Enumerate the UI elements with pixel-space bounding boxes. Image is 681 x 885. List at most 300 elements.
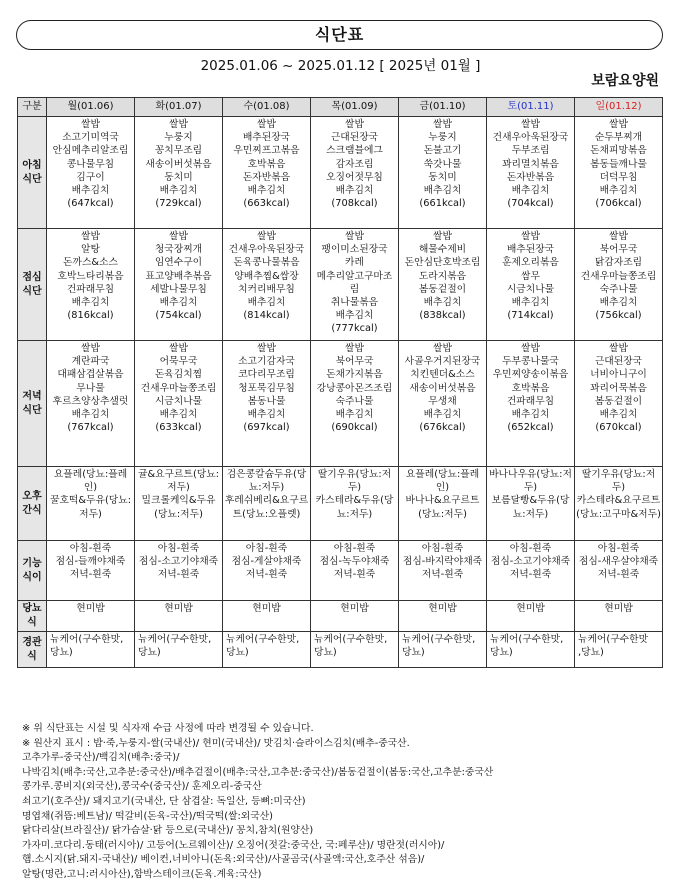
menu-item: 우민찌양송이볶음 — [492, 369, 569, 381]
menu-item: 뉴케어(구수한맛, — [50, 634, 124, 645]
menu-item: 봄동겉절이 — [418, 283, 467, 295]
menu-item: 북어무국 — [599, 244, 638, 256]
menu-item: 당뇨) — [50, 647, 73, 659]
menu-item: 소고기미역국 — [62, 132, 119, 144]
menu-cell — [575, 117, 663, 229]
menu-item: 메추리알고구마조림 — [316, 270, 393, 295]
menu-item: 무나물 — [76, 382, 105, 394]
menu-item: 배추된장국 — [242, 132, 291, 144]
menu-item: 쌀밥 — [345, 119, 364, 130]
menu-item: 쌀밥 — [521, 343, 540, 354]
menu-cell — [487, 229, 575, 341]
menu-cell — [487, 117, 575, 229]
menu-item: 배추김치 — [71, 185, 110, 197]
menu-item: 저녁-흰죽 — [597, 569, 640, 581]
menu-item: 배추김치 — [247, 185, 286, 197]
menu-item: 현미밥 — [516, 603, 545, 614]
menu-item: 감자조림 — [335, 158, 374, 170]
menu-item: 세발나물무침 — [150, 283, 207, 295]
menu-item: 돈육콩나물볶음 — [233, 257, 300, 269]
menu-cell — [223, 601, 311, 632]
menu-item: 근대된장국 — [594, 356, 643, 368]
menu-item: (708kcal) — [331, 198, 378, 210]
menu-cell — [223, 632, 311, 668]
menu-item: 쌀밥 — [433, 343, 452, 354]
menu-cell — [399, 601, 487, 632]
menu-item: 배추김치 — [599, 185, 638, 197]
menu-item: 쌀밥 — [345, 343, 364, 354]
day-header: 월(01.06) — [47, 98, 135, 117]
menu-item: 딸기우유(당뇨:저두) — [581, 469, 656, 494]
menu-item: 쌀밥 — [169, 343, 188, 354]
menu-item: 아침-흰죽 — [509, 543, 552, 554]
menu-item: 건파래무침 — [66, 283, 115, 295]
note-line: 알탕(명란,고니:러시아산),함박스테이크(돈육.계육:국산) — [22, 868, 262, 880]
menu-item: 근대된장국 — [330, 132, 379, 144]
menu-item: 배추김치 — [335, 185, 374, 197]
page-title: 식단표 — [16, 20, 663, 50]
menu-item: 계란파국 — [71, 356, 110, 368]
menu-item: 쌀밥 — [433, 119, 452, 130]
row-label-line: 식단 — [22, 285, 42, 297]
menu-item: 밀크롤케익&두유(당뇨:저두) — [141, 495, 216, 520]
row-label-line: 간식 — [22, 504, 42, 516]
menu-item: 배추김치 — [511, 409, 550, 421]
menu-cell — [223, 117, 311, 229]
menu-item: 쑥갓나물 — [423, 158, 462, 170]
menu-item: (754kcal) — [155, 310, 202, 322]
menu-item: 검은콩칼슘두유(당뇨:저두) — [226, 469, 307, 494]
menu-cell — [135, 117, 223, 229]
note-line: ※ 위 식단표는 시설 및 식자재 수급 사정에 따라 변경될 수 있습니다. — [22, 723, 314, 734]
menu-item: 호박볶음 — [511, 382, 550, 394]
menu-cell — [575, 341, 663, 467]
menu-item: 바나나&요구르트(당뇨:저두) — [405, 495, 480, 520]
menu-item: 쌀밥 — [81, 231, 100, 242]
menu-item: 배추된장국 — [506, 244, 555, 256]
menu-item: 당뇨) — [314, 647, 337, 659]
menu-item: 뉴케어(구수한맛, — [226, 634, 300, 645]
menu-item: (652kcal) — [507, 422, 554, 434]
menu-cell — [399, 632, 487, 668]
menu-item: 배추김치 — [247, 409, 286, 421]
menu-item: (756kcal) — [595, 310, 642, 322]
menu-item: 쌀밥 — [521, 119, 540, 130]
meal-row-broth — [18, 632, 663, 668]
menu-item: 현미밥 — [428, 603, 457, 614]
menu-item: 배추김치 — [159, 185, 198, 197]
menu-item: (661kcal) — [419, 198, 466, 210]
menu-item: 보름달빵&두유(당뇨:저두) — [491, 495, 570, 520]
menu-item: 현미밥 — [76, 603, 105, 614]
menu-item: (690kcal) — [331, 422, 378, 434]
menu-item: 쌀밥 — [257, 343, 276, 354]
menu-item: 배추김치 — [159, 297, 198, 309]
menu-item: 취나물볶음 — [330, 297, 379, 309]
menu-item: 누룽지 — [428, 132, 457, 144]
menu-item: 점심-새우살야채죽 — [578, 556, 659, 568]
menu-cell — [47, 467, 135, 541]
menu-item: 배추김치 — [511, 297, 550, 309]
menu-item: 현미밥 — [252, 603, 281, 614]
menu-item: (697kcal) — [243, 422, 290, 434]
menu-item: 누룽지 — [164, 132, 193, 144]
day-header: 토(01.11) — [487, 98, 575, 117]
menu-item: 당뇨) — [490, 647, 513, 659]
menu-item: 돈자반볶음 — [506, 171, 555, 183]
menu-item: 치킨텐더&소스 — [410, 369, 475, 381]
row-label-line: 오후 — [22, 490, 42, 502]
menu-item: 저녁-흰죽 — [333, 569, 376, 581]
row-label — [18, 632, 47, 668]
menu-cell — [575, 601, 663, 632]
row-label-line: 식 — [27, 650, 37, 662]
menu-item: 점심-녹두야채죽 — [319, 556, 390, 568]
note-line: 쇠고기(호주산)/ 돼지고기(국내산, 단 삼겹살: 독일산, 등뼈:미국산) — [22, 795, 306, 807]
menu-item: 돈채가지볶음 — [326, 369, 383, 381]
menu-item: 건새우마늘쫑조림 — [580, 270, 657, 282]
menu-item: 숙주나물 — [335, 395, 374, 407]
menu-cell — [135, 541, 223, 601]
menu-cell — [487, 632, 575, 668]
menu-item: 배추김치 — [335, 409, 374, 421]
menu-item: 쌀밥 — [81, 119, 100, 130]
row-label — [18, 117, 47, 229]
corner-header: 구분 — [18, 98, 47, 117]
menu-item: 배추김치 — [599, 297, 638, 309]
menu-cell — [575, 229, 663, 341]
menu-item: 저녁-흰죽 — [509, 569, 552, 581]
note-line: 가자미.코다리.동태(러시아)/ 고등어(노르웨이산)/ 오징어(젓갈:중국산, 국:페루산)/ 명란젓(러시아)/ — [22, 839, 445, 851]
menu-item: 점심-게살야채죽 — [231, 556, 302, 568]
menu-period: 2025.01.06 ~ 2025.01.12 [ 2025년 01월 ] — [200, 58, 481, 74]
menu-item: 쌀밥 — [433, 231, 452, 242]
menu-cell — [311, 229, 399, 341]
menu-item: 쌀밥 — [609, 343, 628, 354]
menu-item: (777kcal) — [331, 323, 378, 335]
day-header: 수(01.08) — [223, 98, 311, 117]
menu-item: (633kcal) — [155, 422, 202, 434]
menu-cell — [311, 117, 399, 229]
menu-item: 뉴케어(구수한맛, — [402, 634, 476, 645]
menu-cell — [575, 632, 663, 668]
menu-item: 너비아니구이 — [590, 369, 647, 381]
menu-item: 점심-들깨야채죽 — [55, 556, 126, 568]
organization-name: 보람요양원 — [591, 73, 659, 89]
menu-item: (714kcal) — [507, 310, 554, 322]
meal-table — [17, 97, 663, 668]
menu-item: 꽁치무조림 — [154, 145, 203, 157]
row-label — [18, 601, 47, 632]
menu-item: 오징어젓무침 — [326, 171, 383, 183]
menu-cell — [135, 601, 223, 632]
menu-item: 사골우거지된장국 — [404, 356, 481, 368]
menu-cell — [311, 632, 399, 668]
menu-cell — [399, 541, 487, 601]
menu-item: 우민찌프고볶음 — [233, 145, 300, 157]
menu-item: (767kcal) — [67, 422, 114, 434]
menu-item: 아침-흰죽 — [597, 543, 640, 554]
menu-item: 뉴케어(구수한맛, — [138, 634, 212, 645]
menu-item: 당뇨) — [226, 647, 249, 659]
menu-item: 쌀밥 — [169, 119, 188, 130]
menu-item: 표고양배추볶음 — [145, 270, 212, 282]
menu-item: 봄동나물 — [247, 395, 286, 407]
menu-item: 건새우마늘쫑조림 — [140, 382, 217, 394]
notes-section — [22, 722, 667, 883]
row-label-line: 경관 — [22, 636, 42, 648]
menu-cell — [135, 229, 223, 341]
menu-item: 두부콩나물국 — [502, 356, 559, 368]
meal-row-care — [18, 541, 663, 601]
menu-item: 뉴케어(구수한맛, — [490, 634, 564, 645]
note-line: 햄.소시지(닭.돼지-국내산)/ 베이컨,너비아니(돈육:외국산)/사골곰국(사골액:국산,호주산 섞음)/ — [22, 854, 425, 866]
menu-item: 콩나물무침 — [66, 158, 115, 170]
menu-item: (676kcal) — [419, 422, 466, 434]
menu-item: 쌀밥 — [521, 231, 540, 242]
menu-cell — [487, 467, 575, 541]
day-header: 일(01.12) — [575, 98, 663, 117]
meal-row-dinner — [18, 341, 663, 467]
menu-item: 쌀밥 — [609, 119, 628, 130]
menu-cell — [487, 601, 575, 632]
menu-cell — [223, 229, 311, 341]
menu-item: 당뇨) — [402, 647, 425, 659]
menu-item: 무생채 — [428, 395, 457, 407]
menu-item: 배추김치 — [71, 409, 110, 421]
row-label-line: 아침 — [22, 159, 42, 171]
menu-item: 현미밥 — [164, 603, 193, 614]
row-label-line: 기능 — [22, 557, 42, 569]
menu-item: 저녁-흰죽 — [245, 569, 288, 581]
menu-item: (704kcal) — [507, 198, 554, 210]
menu-item: 현미밥 — [604, 603, 633, 614]
menu-item: 뉴케어(구수한맛 — [578, 634, 649, 645]
menu-item: 더덕무침 — [599, 171, 638, 183]
menu-item: 닭감자조림 — [594, 257, 643, 269]
menu-item: 돈육김치찜 — [154, 369, 203, 381]
menu-item: 아침-흰죽 — [421, 543, 464, 554]
menu-item: 소고기감자국 — [238, 356, 295, 368]
menu-item: 아침-흰죽 — [69, 543, 112, 554]
menu-cell — [311, 541, 399, 601]
menu-cell — [399, 117, 487, 229]
menu-item: 돈까스&소스 — [63, 257, 118, 269]
menu-item: 새송이버섯볶음 — [145, 158, 212, 170]
menu-cell — [47, 117, 135, 229]
menu-cell — [135, 467, 223, 541]
menu-item: 요플레(당뇨:플레인) — [405, 469, 480, 494]
menu-item: 후르츠양상추샐럿 — [52, 395, 129, 407]
menu-cell — [311, 601, 399, 632]
menu-item: 새송이버섯볶음 — [409, 382, 476, 394]
menu-cell — [223, 467, 311, 541]
menu-item: 배추김치 — [511, 185, 550, 197]
menu-item: 돈자반볶음 — [242, 171, 291, 183]
menu-item: 배추김치 — [423, 297, 462, 309]
menu-cell — [575, 467, 663, 541]
menu-item: 북어무국 — [335, 356, 374, 368]
menu-item: 호박볶음 — [247, 158, 286, 170]
menu-cell — [311, 467, 399, 541]
menu-cell — [311, 341, 399, 467]
menu-item: 봄동들깨나물 — [590, 158, 647, 170]
menu-cell — [223, 341, 311, 467]
menu-item: 배추김치 — [335, 310, 374, 322]
menu-item: 배추김치 — [599, 409, 638, 421]
menu-item: 돈안심단호박조림 — [404, 257, 481, 269]
note-line: ※ 원산지 표시 : 밥·죽,누룽지-쌀(국내산)/ 현미(국내산)/ 맛김치·슬라이스김치(배추-중국산. — [22, 737, 410, 749]
menu-cell — [47, 541, 135, 601]
menu-item: 쌈무 — [521, 270, 540, 282]
menu-item: 딸기우유(당뇨:저두) — [317, 469, 392, 494]
menu-item: (670kcal) — [595, 422, 642, 434]
menu-cell — [135, 632, 223, 668]
menu-item: 쌀밥 — [169, 231, 188, 242]
menu-item: 쌀밥 — [81, 343, 100, 354]
menu-item: 쌀밥 — [345, 231, 364, 242]
menu-item: 쌀밥 — [257, 231, 276, 242]
menu-cell — [135, 341, 223, 467]
row-label — [18, 341, 47, 467]
menu-cell — [47, 341, 135, 467]
menu-item: 팽이미소된장국 — [321, 244, 388, 256]
menu-item: 임연수구이 — [154, 257, 203, 269]
note-line: 콩가루.콩비지(외국산),콩국수(중국산)/ 훈제오리-중국산 — [22, 781, 262, 793]
menu-item: 점심-소고기야채죽 — [490, 556, 571, 568]
menu-cell — [399, 341, 487, 467]
menu-cell — [47, 229, 135, 341]
menu-item: 숙주나물 — [599, 283, 638, 295]
row-label-line: 식 — [27, 617, 37, 628]
meal-row-snack — [18, 467, 663, 541]
menu-item: 배추김치 — [247, 297, 286, 309]
menu-item: 카레 — [345, 257, 364, 269]
menu-item: 귤&요구르트(당뇨:저두) — [137, 469, 219, 494]
menu-item: 배추김치 — [423, 409, 462, 421]
menu-item: 카스테라&요구르트(당뇨:고구마&저두) — [576, 495, 661, 520]
row-label-line: 식이 — [22, 571, 42, 583]
menu-item: 훈제오리볶음 — [502, 257, 559, 269]
row-label-line: 저녁 — [22, 390, 42, 402]
day-header: 화(01.07) — [135, 98, 223, 117]
menu-item: (647kcal) — [67, 198, 114, 210]
menu-item: (816kcal) — [67, 310, 114, 322]
menu-item: 동치미 — [428, 171, 457, 183]
menu-item: 건파래무침 — [506, 395, 555, 407]
menu-item: 김구이 — [76, 171, 105, 183]
menu-item: 코다리무조림 — [238, 369, 295, 381]
menu-item: 점심-소고기야채죽 — [138, 556, 219, 568]
menu-item: 카스테라&두유(당뇨:저두) — [315, 495, 394, 520]
meal-row-lunch — [18, 229, 663, 341]
menu-item: 저녁-흰죽 — [69, 569, 112, 581]
menu-item: 당뇨) — [138, 647, 161, 659]
menu-item: 요플레(당뇨:플레인) — [53, 469, 128, 494]
menu-item: 돈채피망볶음 — [590, 145, 647, 157]
menu-item: 청국장찌개 — [154, 244, 203, 256]
menu-item: 건새우아욱된장국 — [492, 132, 569, 144]
menu-item: 돈불고기 — [423, 145, 462, 157]
menu-item: 꿀호떡&두유(당뇨:저두) — [49, 495, 131, 520]
table-header-row — [18, 98, 663, 117]
menu-item: 점심-바지락야채죽 — [402, 556, 483, 568]
note-line: 닭다리살(브라질산)/ 닭가슴살·닭 등으로(국내산)/ 꽁치,참치(원양산) — [22, 825, 314, 837]
menu-cell — [47, 601, 135, 632]
menu-item: (706kcal) — [595, 198, 642, 210]
menu-item: 아침-흰죽 — [245, 543, 288, 554]
row-label-line: 당뇨 — [22, 603, 42, 614]
menu-item: 아침-흰죽 — [157, 543, 200, 554]
menu-item: 아침-흰죽 — [333, 543, 376, 554]
row-label-line: 식단 — [22, 173, 42, 185]
menu-cell — [47, 632, 135, 668]
menu-item: 도라지볶음 — [418, 270, 467, 282]
menu-item: 봄동겉절이 — [594, 395, 643, 407]
menu-item: 동치미 — [164, 171, 193, 183]
row-label-line: 식단 — [22, 404, 42, 416]
menu-item: 쌀밥 — [609, 231, 628, 242]
menu-item: 꽈리멸치볶음 — [502, 158, 559, 170]
row-label — [18, 467, 47, 541]
menu-item: 순두부찌개 — [594, 132, 643, 144]
menu-item: (814kcal) — [243, 310, 290, 322]
menu-item: (838kcal) — [419, 310, 466, 322]
row-label — [18, 541, 47, 601]
menu-cell — [223, 541, 311, 601]
day-header: 금(01.10) — [399, 98, 487, 117]
menu-item: 두부조림 — [511, 145, 550, 157]
row-label-line: 점심 — [22, 271, 42, 283]
note-line: 나박김치(배추:국산,고추분:중국산)/배추겉절이(배추:국산,고추분:중국산)/봄동겉절이(봄동:국산,고추분:중국산 — [22, 766, 494, 778]
menu-item: 청포묵김무침 — [238, 382, 295, 394]
menu-item: 어묵무국 — [159, 356, 198, 368]
note-line: 명엽채(쥐뜸:베트남)/ 떡갈비(돈육-국산)/떡국떡(쌀:외국산) — [22, 810, 273, 822]
menu-item: 저녁-흰죽 — [421, 569, 464, 581]
menu-item: 현미밥 — [340, 603, 369, 614]
note-line: 고추가루-중국산)/백김치(배추:중국)/ — [22, 752, 180, 764]
menu-cell — [399, 229, 487, 341]
menu-item: 배추김치 — [159, 409, 198, 421]
menu-cell — [487, 341, 575, 467]
menu-item: (663kcal) — [243, 198, 290, 210]
menu-item: 건새우아욱된장국 — [228, 244, 305, 256]
menu-item: 저녁-흰죽 — [157, 569, 200, 581]
menu-item: 배추김치 — [71, 297, 110, 309]
menu-item: 안심메추리알조림 — [52, 145, 129, 157]
menu-item: 스크램블에그 — [326, 145, 383, 157]
menu-item: 강낭콩아몬즈조림 — [316, 382, 393, 394]
menu-cell — [575, 541, 663, 601]
menu-cell — [487, 541, 575, 601]
menu-item: 대패삼겹살볶음 — [57, 369, 124, 381]
meal-row-breakfast — [18, 117, 663, 229]
menu-item: 바나나우유(당뇨:저두) — [489, 469, 572, 494]
menu-item: ,당뇨) — [578, 647, 604, 659]
menu-item: 후레쉬베리&요구르트(당뇨:오플렛) — [224, 495, 309, 520]
row-label — [18, 229, 47, 341]
meal-row-diabetic — [18, 601, 663, 632]
menu-item: 호박느타리볶음 — [57, 270, 124, 282]
menu-cell — [399, 467, 487, 541]
menu-item: 시금치나물 — [506, 283, 555, 295]
menu-item: 뉴케어(구수한맛, — [314, 634, 388, 645]
menu-item: 쌀밥 — [257, 119, 276, 130]
menu-item: 해물수제비 — [418, 244, 467, 256]
menu-item: 알탕 — [81, 244, 100, 256]
menu-item: (729kcal) — [155, 198, 202, 210]
menu-item: 시금치나물 — [154, 395, 203, 407]
